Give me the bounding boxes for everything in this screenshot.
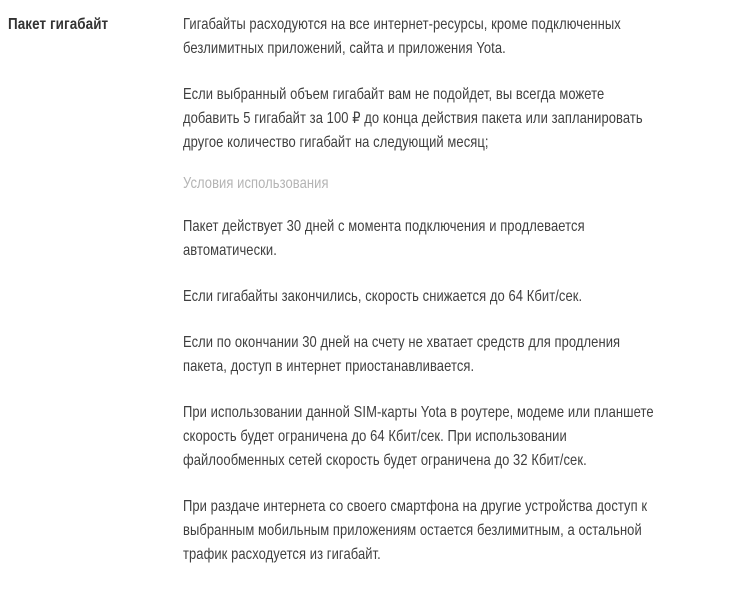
package-gigabytes-section — [8, 13, 744, 589]
paragraph-tethering-traffic: При раздаче интернета со своего смартфона на другие устройства доступ к выбранным мобильным приложениям остается безлимитным, а остальной трафик расходуется из гигабайт. — [183, 498, 648, 563]
paragraph-insufficient-funds: Если по окончании 30 дней на счету не хватает средств для продления пакета, доступ в интернет приостанавливается. — [183, 334, 621, 375]
row-content-column — [183, 13, 661, 589]
paragraph-package-duration: Пакет действует 30 дней с момента подключения и продлевается автоматически. — [183, 218, 585, 259]
terms-of-use-subheading: Условия использования — [183, 175, 329, 192]
paragraph-speed-after-limit: Если гигабайты закончились, скорость снижается до 64 Кбит/сек. — [183, 288, 583, 305]
row-label-column — [8, 13, 183, 37]
section-title: Пакет гигабайт — [8, 16, 109, 33]
paragraph-add-gigabytes: Если выбранный объем гигабайт вам не подойдет, вы всегда можете добавить 5 гигабайт за 100 ₽ до конца действия пакета или запланировать другое количество гигабайт на следующий месяц; — [183, 86, 643, 151]
paragraph-gigabytes-usage: Гигабайты расходуются на все интернет-ресурсы, кроме подключенных безлимитных приложений, сайта и приложения Yota. — [183, 16, 621, 57]
paragraph-sim-in-router-speed: При использовании данной SIM-карты Yota в роутере, модеме или планшете скорость будет ограничена до 64 Кбит/сек. При использовании файлообменных сетей скорость будет ограничена до 32 Кбит/сек. — [183, 404, 654, 469]
